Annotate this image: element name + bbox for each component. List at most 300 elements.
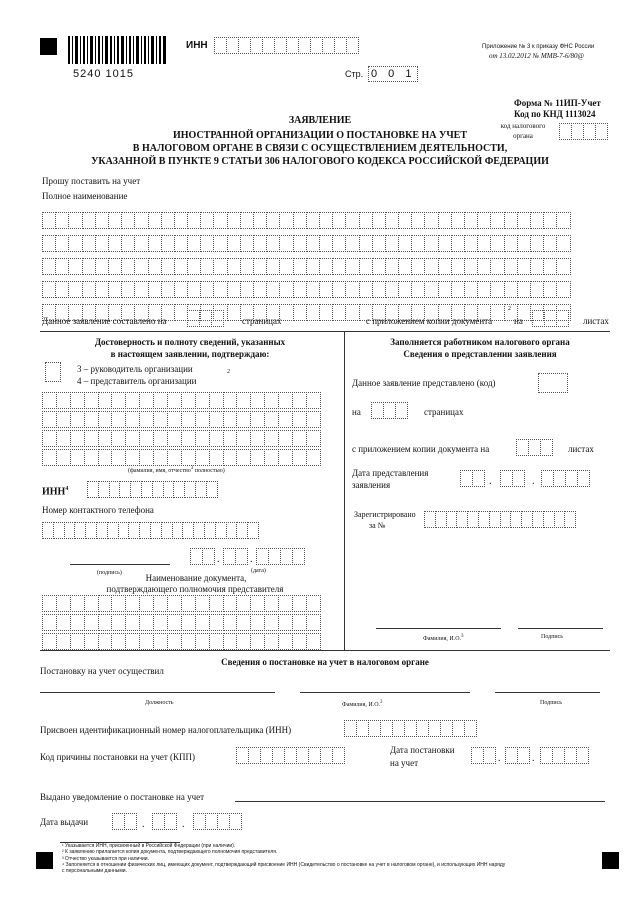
grid-cell[interactable] <box>209 411 224 428</box>
grid-cell[interactable] <box>385 281 399 298</box>
grid-cell[interactable] <box>451 235 465 252</box>
grid-cell[interactable] <box>95 258 109 275</box>
grid-cell[interactable] <box>250 430 265 447</box>
grid-cell[interactable] <box>84 411 99 428</box>
grid-row[interactable] <box>42 449 320 466</box>
grid-cell[interactable] <box>517 258 531 275</box>
grid-cell[interactable] <box>319 281 333 298</box>
grid-cell[interactable] <box>293 304 307 321</box>
grid-cell[interactable] <box>530 212 544 229</box>
grid-cell[interactable] <box>70 449 85 466</box>
grid-cell[interactable] <box>264 430 279 447</box>
grid-cell[interactable] <box>306 281 320 298</box>
grid-cell[interactable] <box>42 449 57 466</box>
date-submitted-year[interactable] <box>541 470 589 487</box>
grid-cell[interactable] <box>148 235 162 252</box>
grid-cell[interactable] <box>56 633 71 650</box>
grid-cell[interactable] <box>236 595 251 612</box>
grid-cell[interactable] <box>84 633 99 650</box>
grid-cell[interactable] <box>223 633 238 650</box>
grid-cell[interactable] <box>279 235 293 252</box>
registration-number-cells[interactable] <box>424 511 575 528</box>
grid-cell[interactable] <box>209 633 224 650</box>
grid-cell[interactable] <box>332 212 346 229</box>
grid-cell[interactable] <box>438 235 452 252</box>
grid-cell[interactable] <box>464 235 478 252</box>
grid-cell[interactable] <box>42 595 57 612</box>
grid-cell[interactable] <box>121 281 135 298</box>
grid-cell[interactable] <box>490 281 504 298</box>
grid-cell[interactable] <box>213 281 227 298</box>
grid-cell[interactable] <box>174 281 188 298</box>
grid-cell[interactable] <box>464 212 478 229</box>
grid-cell[interactable] <box>56 411 71 428</box>
grid-cell[interactable] <box>306 411 321 428</box>
grid-cell[interactable] <box>253 258 267 275</box>
grid-cell[interactable] <box>451 258 465 275</box>
grid-cell[interactable] <box>139 595 154 612</box>
grid-cell[interactable] <box>372 281 386 298</box>
grid-cell[interactable] <box>306 392 321 409</box>
grid-cell[interactable] <box>266 258 280 275</box>
grid-cell[interactable] <box>236 411 251 428</box>
grid-cell[interactable] <box>477 235 491 252</box>
grid-cell[interactable] <box>253 212 267 229</box>
grid-cell[interactable] <box>181 614 196 631</box>
grid-cell[interactable] <box>359 235 373 252</box>
grid-cell[interactable] <box>161 281 175 298</box>
grid-cell[interactable] <box>125 430 140 447</box>
grid-cell[interactable] <box>55 235 69 252</box>
grid-cell[interactable] <box>292 411 307 428</box>
grid-cell[interactable] <box>227 258 241 275</box>
grid-cell[interactable] <box>345 304 359 321</box>
grid-cell[interactable] <box>84 614 99 631</box>
grid-cell[interactable] <box>240 212 254 229</box>
grid-cell[interactable] <box>167 430 182 447</box>
grid-cell[interactable] <box>187 212 201 229</box>
grid-cell[interactable] <box>98 430 113 447</box>
grid-cell[interactable] <box>42 392 57 409</box>
right-signature-line[interactable] <box>518 628 603 629</box>
left-date-year[interactable] <box>256 548 304 565</box>
grid-cell[interactable] <box>55 281 69 298</box>
grid-cell[interactable] <box>56 430 71 447</box>
grid-cell[interactable] <box>84 449 99 466</box>
grid-cell[interactable] <box>332 304 346 321</box>
grid-cell[interactable] <box>398 235 412 252</box>
grid-cell[interactable] <box>161 235 175 252</box>
grid-cell[interactable] <box>181 430 196 447</box>
grid-cell[interactable] <box>253 235 267 252</box>
grid-cell[interactable] <box>359 281 373 298</box>
date-submitted-day[interactable] <box>460 470 484 487</box>
grid-cell[interactable] <box>250 614 265 631</box>
grid-cell[interactable] <box>55 258 69 275</box>
grid-cell[interactable] <box>279 304 293 321</box>
grid-cell[interactable] <box>266 281 280 298</box>
grid-cell[interactable] <box>200 281 214 298</box>
grid-cell[interactable] <box>240 235 254 252</box>
grid-cell[interactable] <box>125 614 140 631</box>
kpp-cells[interactable] <box>236 747 344 764</box>
grid-cell[interactable] <box>84 595 99 612</box>
grid-cell[interactable] <box>82 281 96 298</box>
grid-cell[interactable] <box>223 411 238 428</box>
grid-cell[interactable] <box>250 449 265 466</box>
grid-cell[interactable] <box>134 281 148 298</box>
grid-cell[interactable] <box>98 614 113 631</box>
grid-cell[interactable] <box>411 258 425 275</box>
grid-cell[interactable] <box>68 235 82 252</box>
grid-cell[interactable] <box>385 212 399 229</box>
grid-cell[interactable] <box>148 212 162 229</box>
grid-cell[interactable] <box>125 595 140 612</box>
grid-cell[interactable] <box>306 258 320 275</box>
grid-cell[interactable] <box>319 235 333 252</box>
grid-cell[interactable] <box>187 235 201 252</box>
grid-cell[interactable] <box>209 392 224 409</box>
grid-cell[interactable] <box>213 212 227 229</box>
grid-cell[interactable] <box>181 633 196 650</box>
grid-cell[interactable] <box>68 212 82 229</box>
grid-cell[interactable] <box>195 633 210 650</box>
grid-cell[interactable] <box>108 258 122 275</box>
grid-cell[interactable] <box>477 258 491 275</box>
grid-cell[interactable] <box>424 235 438 252</box>
grid-cell[interactable] <box>517 212 531 229</box>
grid-cell[interactable] <box>153 430 168 447</box>
grid-cell[interactable] <box>372 212 386 229</box>
grid-cell[interactable] <box>68 281 82 298</box>
grid-cell[interactable] <box>70 392 85 409</box>
grid-cell[interactable] <box>195 411 210 428</box>
grid-cell[interactable] <box>345 281 359 298</box>
grid-cell[interactable] <box>490 212 504 229</box>
grid-row[interactable] <box>42 235 570 252</box>
grid-cell[interactable] <box>42 614 57 631</box>
grid-cell[interactable] <box>490 258 504 275</box>
grid-cell[interactable] <box>292 392 307 409</box>
grid-cell[interactable] <box>264 392 279 409</box>
grid-cell[interactable] <box>319 212 333 229</box>
grid-cell[interactable] <box>82 235 96 252</box>
pages-count-cells[interactable] <box>187 310 223 327</box>
grid-cell[interactable] <box>279 281 293 298</box>
grid-cell[interactable] <box>250 595 265 612</box>
grid-cell[interactable] <box>68 258 82 275</box>
grid-cell[interactable] <box>139 614 154 631</box>
grid-cell[interactable] <box>227 235 241 252</box>
grid-cell[interactable] <box>411 235 425 252</box>
grid-cell[interactable] <box>477 212 491 229</box>
page-number[interactable]: 0 0 1 <box>368 66 418 82</box>
registration-signature-line[interactable] <box>495 692 600 693</box>
grid-cell[interactable] <box>477 281 491 298</box>
grid-cell[interactable] <box>108 212 122 229</box>
grid-cell[interactable] <box>319 304 333 321</box>
grid-cell[interactable] <box>236 449 251 466</box>
grid-cell[interactable] <box>438 212 452 229</box>
grid-cell[interactable] <box>424 258 438 275</box>
grid-cell[interactable] <box>167 614 182 631</box>
grid-cell[interactable] <box>70 430 85 447</box>
grid-cell[interactable] <box>236 430 251 447</box>
grid-cell[interactable] <box>278 411 293 428</box>
grid-cell[interactable] <box>98 411 113 428</box>
grid-cell[interactable] <box>111 614 126 631</box>
grid-cell[interactable] <box>292 430 307 447</box>
grid-cell[interactable] <box>332 258 346 275</box>
grid-cell[interactable] <box>306 595 321 612</box>
grid-cell[interactable] <box>181 595 196 612</box>
grid-cell[interactable] <box>121 235 135 252</box>
grid-cell[interactable] <box>424 281 438 298</box>
grid-cell[interactable] <box>332 235 346 252</box>
reg-date-day[interactable] <box>471 747 495 764</box>
grid-cell[interactable] <box>279 212 293 229</box>
grid-cell[interactable] <box>264 614 279 631</box>
grid-cell[interactable] <box>181 392 196 409</box>
grid-cell[interactable] <box>42 235 56 252</box>
grid-cell[interactable] <box>236 392 251 409</box>
grid-cell[interactable] <box>200 258 214 275</box>
grid-cell[interactable] <box>250 633 265 650</box>
grid-cell[interactable] <box>181 411 196 428</box>
grid-cell[interactable] <box>306 304 320 321</box>
grid-cell[interactable] <box>424 212 438 229</box>
grid-cell[interactable] <box>292 449 307 466</box>
grid-cell[interactable] <box>556 212 570 229</box>
grid-cell[interactable] <box>372 258 386 275</box>
grid-cell[interactable] <box>213 258 227 275</box>
grid-cell[interactable] <box>292 614 307 631</box>
grid-cell[interactable] <box>264 449 279 466</box>
grid-cell[interactable] <box>139 430 154 447</box>
grid-cell[interactable] <box>345 258 359 275</box>
grid-cell[interactable] <box>153 449 168 466</box>
notice-issued-line[interactable] <box>235 801 605 802</box>
grid-cell[interactable] <box>236 614 251 631</box>
grid-cell[interactable] <box>504 235 518 252</box>
grid-cell[interactable] <box>55 212 69 229</box>
grid-cell[interactable] <box>359 212 373 229</box>
phone-cells[interactable] <box>42 522 258 539</box>
grid-cell[interactable] <box>543 258 557 275</box>
grid-cell[interactable] <box>504 258 518 275</box>
grid-cell[interactable] <box>278 430 293 447</box>
grid-cell[interactable] <box>264 411 279 428</box>
grid-cell[interactable] <box>223 430 238 447</box>
grid-cell[interactable] <box>95 281 109 298</box>
grid-cell[interactable] <box>95 235 109 252</box>
grid-cell[interactable] <box>56 392 71 409</box>
grid-cell[interactable] <box>490 235 504 252</box>
grid-cell[interactable] <box>278 449 293 466</box>
grid-cell[interactable] <box>293 281 307 298</box>
assigned-inn-cells[interactable] <box>344 720 476 737</box>
grid-cell[interactable] <box>543 281 557 298</box>
grid-cell[interactable] <box>167 595 182 612</box>
left-date-month[interactable] <box>223 548 247 565</box>
grid-cell[interactable] <box>411 212 425 229</box>
grid-cell[interactable] <box>438 281 452 298</box>
grid-cell[interactable] <box>42 258 56 275</box>
grid-row[interactable] <box>42 430 320 447</box>
grid-row[interactable] <box>42 212 570 229</box>
grid-cell[interactable] <box>195 430 210 447</box>
grid-cell[interactable] <box>345 235 359 252</box>
header-inn-cells[interactable] <box>214 37 358 54</box>
grid-cell[interactable] <box>42 281 56 298</box>
issue-date-month[interactable] <box>152 813 176 830</box>
grid-cell[interactable] <box>504 281 518 298</box>
grid-cell[interactable] <box>266 235 280 252</box>
signer-type-cell[interactable] <box>45 362 60 382</box>
grid-cell[interactable] <box>56 449 71 466</box>
grid-cell[interactable] <box>278 392 293 409</box>
grid-cell[interactable] <box>161 212 175 229</box>
grid-cell[interactable] <box>161 258 175 275</box>
grid-cell[interactable] <box>345 212 359 229</box>
grid-cell[interactable] <box>42 411 57 428</box>
grid-cell[interactable] <box>70 411 85 428</box>
grid-row[interactable] <box>42 411 320 428</box>
grid-cell[interactable] <box>134 235 148 252</box>
grid-cell[interactable] <box>398 212 412 229</box>
grid-cell[interactable] <box>451 212 465 229</box>
grid-cell[interactable] <box>98 633 113 650</box>
grid-cell[interactable] <box>148 258 162 275</box>
grid-cell[interactable] <box>174 258 188 275</box>
grid-cell[interactable] <box>167 449 182 466</box>
grid-cell[interactable] <box>153 614 168 631</box>
grid-cell[interactable] <box>125 392 140 409</box>
grid-cell[interactable] <box>530 235 544 252</box>
grid-cell[interactable] <box>200 212 214 229</box>
grid-cell[interactable] <box>292 633 307 650</box>
grid-cell[interactable] <box>153 595 168 612</box>
grid-cell[interactable] <box>517 235 531 252</box>
grid-cell[interactable] <box>98 392 113 409</box>
grid-cell[interactable] <box>153 392 168 409</box>
grid-cell[interactable] <box>111 595 126 612</box>
grid-cell[interactable] <box>82 212 96 229</box>
grid-cell[interactable] <box>306 212 320 229</box>
grid-cell[interactable] <box>504 212 518 229</box>
grid-cell[interactable] <box>139 392 154 409</box>
grid-cell[interactable] <box>42 633 57 650</box>
grid-cell[interactable] <box>187 258 201 275</box>
grid-cell[interactable] <box>278 614 293 631</box>
grid-cell[interactable] <box>372 235 386 252</box>
grid-cell[interactable] <box>209 430 224 447</box>
right-pages-cells[interactable] <box>371 402 407 419</box>
grid-cell[interactable] <box>253 281 267 298</box>
grid-cell[interactable] <box>125 633 140 650</box>
left-inn-cells[interactable] <box>87 481 217 498</box>
grid-cell[interactable] <box>56 614 71 631</box>
grid-cell[interactable] <box>95 212 109 229</box>
position-line[interactable] <box>40 692 275 693</box>
grid-cell[interactable] <box>543 235 557 252</box>
grid-cell[interactable] <box>139 633 154 650</box>
grid-cell[interactable] <box>517 281 531 298</box>
grid-cell[interactable] <box>213 235 227 252</box>
grid-cell[interactable] <box>139 449 154 466</box>
grid-cell[interactable] <box>153 633 168 650</box>
grid-cell[interactable] <box>530 258 544 275</box>
grid-cell[interactable] <box>266 212 280 229</box>
grid-cell[interactable] <box>121 212 135 229</box>
grid-cell[interactable] <box>306 614 321 631</box>
grid-cell[interactable] <box>438 258 452 275</box>
grid-cell[interactable] <box>464 281 478 298</box>
grid-cell[interactable] <box>398 281 412 298</box>
grid-cell[interactable] <box>306 235 320 252</box>
grid-cell[interactable] <box>111 449 126 466</box>
grid-cell[interactable] <box>167 633 182 650</box>
grid-cell[interactable] <box>278 595 293 612</box>
grid-cell[interactable] <box>278 633 293 650</box>
right-copies-cells[interactable] <box>516 439 552 456</box>
grid-cell[interactable] <box>227 281 241 298</box>
grid-cell[interactable] <box>264 595 279 612</box>
grid-cell[interactable] <box>167 411 182 428</box>
grid-cell[interactable] <box>148 281 162 298</box>
grid-cell[interactable] <box>70 614 85 631</box>
grid-cell[interactable] <box>398 258 412 275</box>
grid-cell[interactable] <box>174 304 188 321</box>
grid-cell[interactable] <box>108 235 122 252</box>
grid-cell[interactable] <box>543 212 557 229</box>
issue-date-year[interactable] <box>193 813 241 830</box>
grid-cell[interactable] <box>84 430 99 447</box>
grid-cell[interactable] <box>209 595 224 612</box>
grid-cell[interactable] <box>223 449 238 466</box>
grid-cell[interactable] <box>111 430 126 447</box>
left-signature-line[interactable] <box>70 564 170 565</box>
left-date-day[interactable] <box>190 548 214 565</box>
grid-cell[interactable] <box>195 595 210 612</box>
grid-cell[interactable] <box>111 392 126 409</box>
grid-cell[interactable] <box>279 258 293 275</box>
grid-cell[interactable] <box>98 595 113 612</box>
grid-cell[interactable] <box>385 258 399 275</box>
grid-cell[interactable] <box>306 633 321 650</box>
grid-cell[interactable] <box>293 258 307 275</box>
grid-cell[interactable] <box>70 595 85 612</box>
grid-cell[interactable] <box>108 281 122 298</box>
grid-cell[interactable] <box>227 212 241 229</box>
grid-cell[interactable] <box>451 281 465 298</box>
grid-cell[interactable] <box>70 633 85 650</box>
grid-cell[interactable] <box>319 258 333 275</box>
grid-cell[interactable] <box>292 595 307 612</box>
grid-cell[interactable] <box>236 633 251 650</box>
grid-cell[interactable] <box>167 392 182 409</box>
reg-date-month[interactable] <box>505 747 529 764</box>
grid-cell[interactable] <box>195 392 210 409</box>
grid-cell[interactable] <box>125 411 140 428</box>
grid-cell[interactable] <box>293 212 307 229</box>
grid-cell[interactable] <box>556 258 570 275</box>
grid-cell[interactable] <box>530 281 544 298</box>
grid-row[interactable] <box>42 258 570 275</box>
right-fio-line[interactable] <box>376 628 501 629</box>
grid-cell[interactable] <box>250 411 265 428</box>
grid-cell[interactable] <box>139 411 154 428</box>
